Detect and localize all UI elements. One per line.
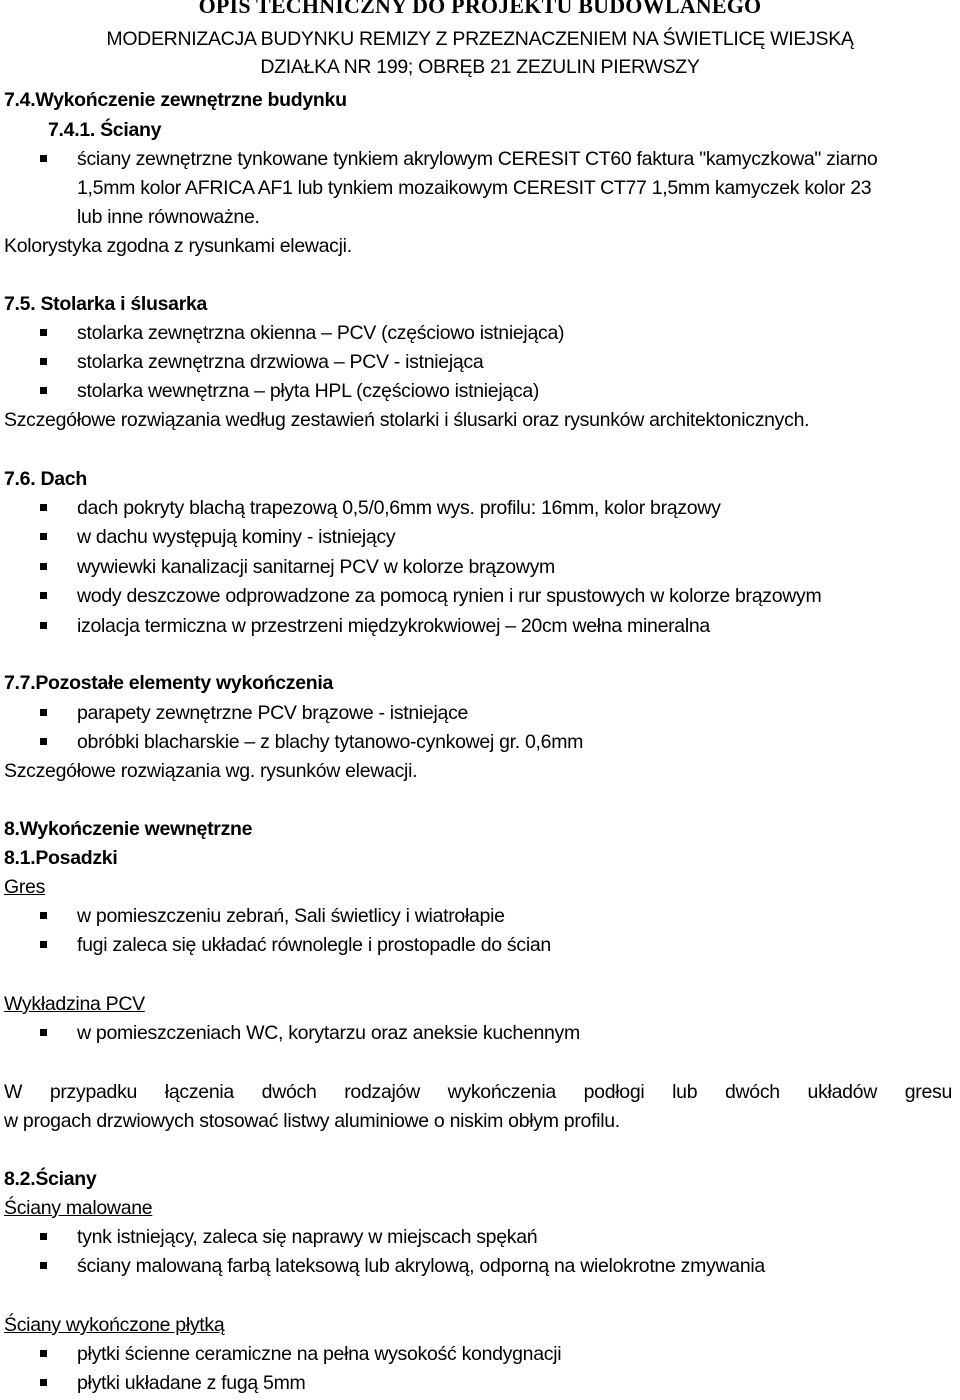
project-name: MODERNIZACJA BUDYNKU REMIZY Z PRZEZNACZENIEM NA ŚWIETLICĘ WIEJSKĄ [106,28,854,50]
section-7-5-heading: 7.5. Stolarka i ślusarka [4,293,208,315]
paragraph-line: w progach drzwiowych stosować listwy aluminiowe o niskim obłym profilu. [4,1110,620,1132]
subsection-label-painted: Ściany malowane [4,1197,153,1219]
list-item-text-continued: lub inne równoważne. [77,206,260,228]
section-note: Kolorystyka zgodna z rysunkami elewacji. [4,235,352,257]
bullet-icon [40,1233,47,1240]
list-item-text-continued: 1,5mm kolor AFRICA AF1 lub tynkiem mozaikowym CERESIT CT77 1,5mm kamyczek kolor 23 [77,177,872,199]
bullet-icon [40,592,47,599]
list-item-text: płytki ścienne ceramiczne na pełna wysokość kondygnacji [77,1343,562,1365]
bullet-icon [40,155,47,162]
list-item-text: obróbki blacharskie – z blachy tytanowo-cynkowej gr. 0,6mm [77,731,584,753]
section-7-4-1-heading: 7.4.1. Ściany [48,119,162,141]
list-item-text: stolarka zewnętrzna drzwiowa – PCV - istniejąca [77,351,484,373]
plot-info: DZIAŁKA NR 199; OBRĘB 21 ZEZULIN PIERWSZY [260,56,700,78]
bullet-icon [40,709,47,716]
bullet-icon [40,912,47,919]
bullet-icon [40,1379,47,1386]
bullet-icon [40,941,47,948]
list-item-text: w pomieszczeniu zebrań, Sali świetlicy i wiatrołapie [77,905,505,927]
list-item-text: tynk istniejący, zaleca się naprawy w miejscach spękań [77,1226,538,1248]
list-item-text: parapety zewnętrzne PCV brązowe - istniejące [77,702,469,724]
section-8-heading: 8.Wykończenie wewnętrzne [4,818,253,840]
section-7-7-heading: 7.7.Pozostałe elementy wykończenia [4,672,334,694]
bullet-icon [40,738,47,745]
list-item-text: stolarka wewnętrzna – płyta HPL (częściowo istniejąca) [77,380,540,402]
bullet-icon [40,563,47,570]
list-item-text: wody deszczowe odprowadzone za pomocą rynien i rur spustowych w kolorze brązowym [77,585,822,607]
subsection-label-pcv: Wykładzina PCV [4,993,145,1015]
bullet-icon [40,1029,47,1036]
section-note: Szczegółowe rozwiązania według zestawień stolarki i ślusarki oraz rysunków architektonicznych. [4,409,810,431]
list-item-text: izolacja termiczna w przestrzeni międzykrokwiowej – 20cm wełna mineralna [77,615,710,637]
list-item-text: w dachu występują kominy - istniejący [77,526,396,548]
subsection-label-tiled: Ściany wykończone płytką [4,1314,225,1336]
bullet-icon [40,533,47,540]
list-item-text: dach pokryty blachą trapezową 0,5/0,6mm wys. profilu: 16mm, kolor brązowy [77,497,721,519]
bullet-icon [40,622,47,629]
bullet-icon [40,1262,47,1269]
list-item-text: fugi zaleca się układać równolegle i prostopadle do ścian [77,934,551,956]
section-7-6-heading: 7.6. Dach [4,468,87,490]
section-note: Szczegółowe rozwiązania wg. rysunków elewacji. [4,760,418,782]
paragraph-line: W przypadku łączenia dwóch rodzajów wykończenia podłogi lub dwóch układów gresu [4,1081,952,1103]
section-8-2-heading: 8.2.Ściany [4,1168,97,1190]
list-item-text: w pomieszczeniach WC, korytarzu oraz aneksie kuchennym [77,1022,580,1044]
list-item-text: ściany zewnętrzne tynkowane tynkiem akrylowym CERESIT CT60 faktura "kamyczkowa" ziarno [77,148,878,170]
document-title: OPIS TECHNICZNY DO PROJEKTU BUDOWLANEGO [198,0,762,18]
list-item-text: wywiewki kanalizacji sanitarnej PCV w kolorze brązowym [77,556,555,578]
bullet-icon [40,358,47,365]
section-8-1-heading: 8.1.Posadzki [4,847,118,869]
bullet-icon [40,1350,47,1357]
list-item-text: płytki układane z fugą 5mm [77,1372,306,1394]
bullet-icon [40,504,47,511]
list-item-text: stolarka zewnętrzna okienna – PCV (częściowo istniejąca) [77,322,565,344]
section-7-4-heading: 7.4.Wykończenie zewnętrzne budynku [4,89,347,111]
subsection-label-gres: Gres [4,876,46,898]
list-item-text: ściany malowaną farbą lateksową lub akrylową, odporną na wielokrotne zmywania [77,1255,765,1277]
bullet-icon [40,329,47,336]
bullet-icon [40,387,47,394]
